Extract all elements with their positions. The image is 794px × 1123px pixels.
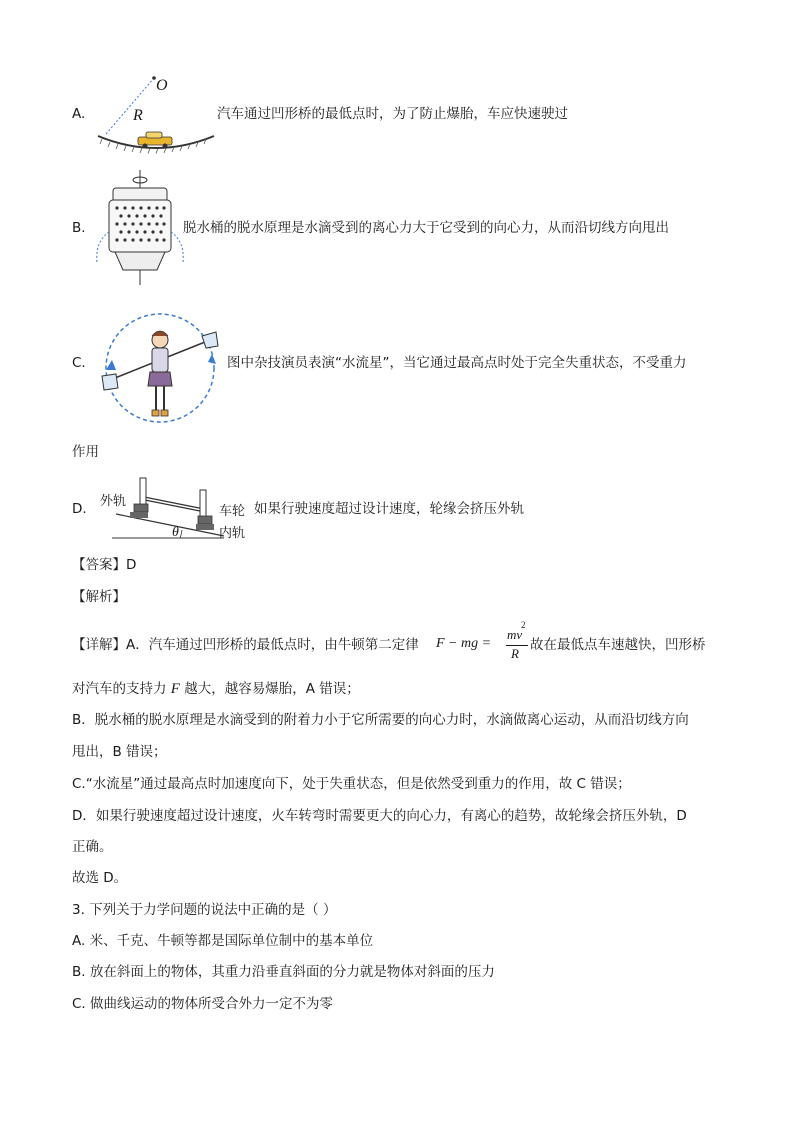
detail-a-part1: A．汽车通过凹形桥的最低点时，由牛顿第二定律 [126,637,419,653]
option-d-text: 如果行驶速度超过设计速度，轮缘会挤压外轨 [254,501,524,517]
detail-b-line2: 甩出，B 错误； [72,744,167,760]
detail-a-line2-var: F [170,681,180,697]
detail-d-line2: 正确。 [72,839,113,855]
analysis-tag: 【解析】 [72,589,126,605]
detail-d-line1: D．如果行驶速度超过设计速度，火车转弯时需要更大的向心力，有离心的趋势，故轮缘会挤压外轨，D [72,808,687,824]
detail-c-line: C.“水流星”通过最高点时加速度向下，处于失重状态，但是依然受到重力的作用，故 C 错误； [72,776,631,792]
detail-a-line1 [72,636,419,654]
option-c-label: C. [72,355,86,371]
option-a-text: 汽车通过凹形桥的最低点时，为了防止爆胎，车应快速驶过 [217,106,568,122]
formula-exponent: 2 [521,620,526,630]
formula-denominator: R [511,646,519,661]
wheel-label: 车轮 [219,503,246,518]
detail-a-line2-pre: 对汽车的支持力 [72,681,167,697]
option-d-label: D. [72,501,87,517]
option-c-text-line1: 图中杂技演员表演“水流星”，当它通过最高点时处于完全失重状态，不受重力 [227,355,687,371]
question3-option-b: B. 放在斜面上的物体，其重力沿垂直斜面的分力就是物体对斜面的压力 [72,964,495,980]
formula-numerator: mv [507,627,523,642]
option-a-label: A. [72,106,86,122]
inner-rail-label: 内轨 [219,525,246,540]
option-c-text-line2: 作用 [72,444,99,460]
detail-tag: 【详解】 [72,637,126,653]
detail-a-part2: 故在最低点车速越快，凹形桥 [530,637,706,653]
answer-tag: 【答案】 [72,557,126,573]
detail-conclusion: 故选 D。 [72,870,128,886]
detail-b-line1: B．脱水桶的脱水原理是水滴受到的附着力小于它所需要的向心力时，水滴做离心运动，从而沿切线方向 [72,712,689,728]
radius-r-label: R [133,107,143,124]
center-o-label: O [156,77,168,94]
question3-stem: 3. 下列关于力学问题的说法中正确的是（ ） [72,902,337,918]
spin-dryer-diagram [95,170,185,285]
detail-a-line2 [72,680,360,698]
answer-line [72,556,136,574]
detail-a-line2-post: 越大，越容易爆胎，A 错误； [184,681,360,697]
theta-label: θ [172,525,179,540]
option-b-label: B. [72,220,86,236]
option-b-text: 脱水桶的脱水原理是水滴受到的离心力大于它受到的向心力，从而沿切线方向甩出 [183,220,669,236]
water-meteor-diagram [98,308,228,428]
answer-value: D [126,557,137,573]
question3-option-c: C. 做曲线运动的物体所受合外力一定不为零 [72,996,334,1012]
question3-option-a: A. 米、千克、牛顿等都是国际单位制中的基本单位 [72,933,374,949]
formula-left: F − mg = [436,636,492,651]
outer-rail-label: 外轨 [100,493,127,508]
